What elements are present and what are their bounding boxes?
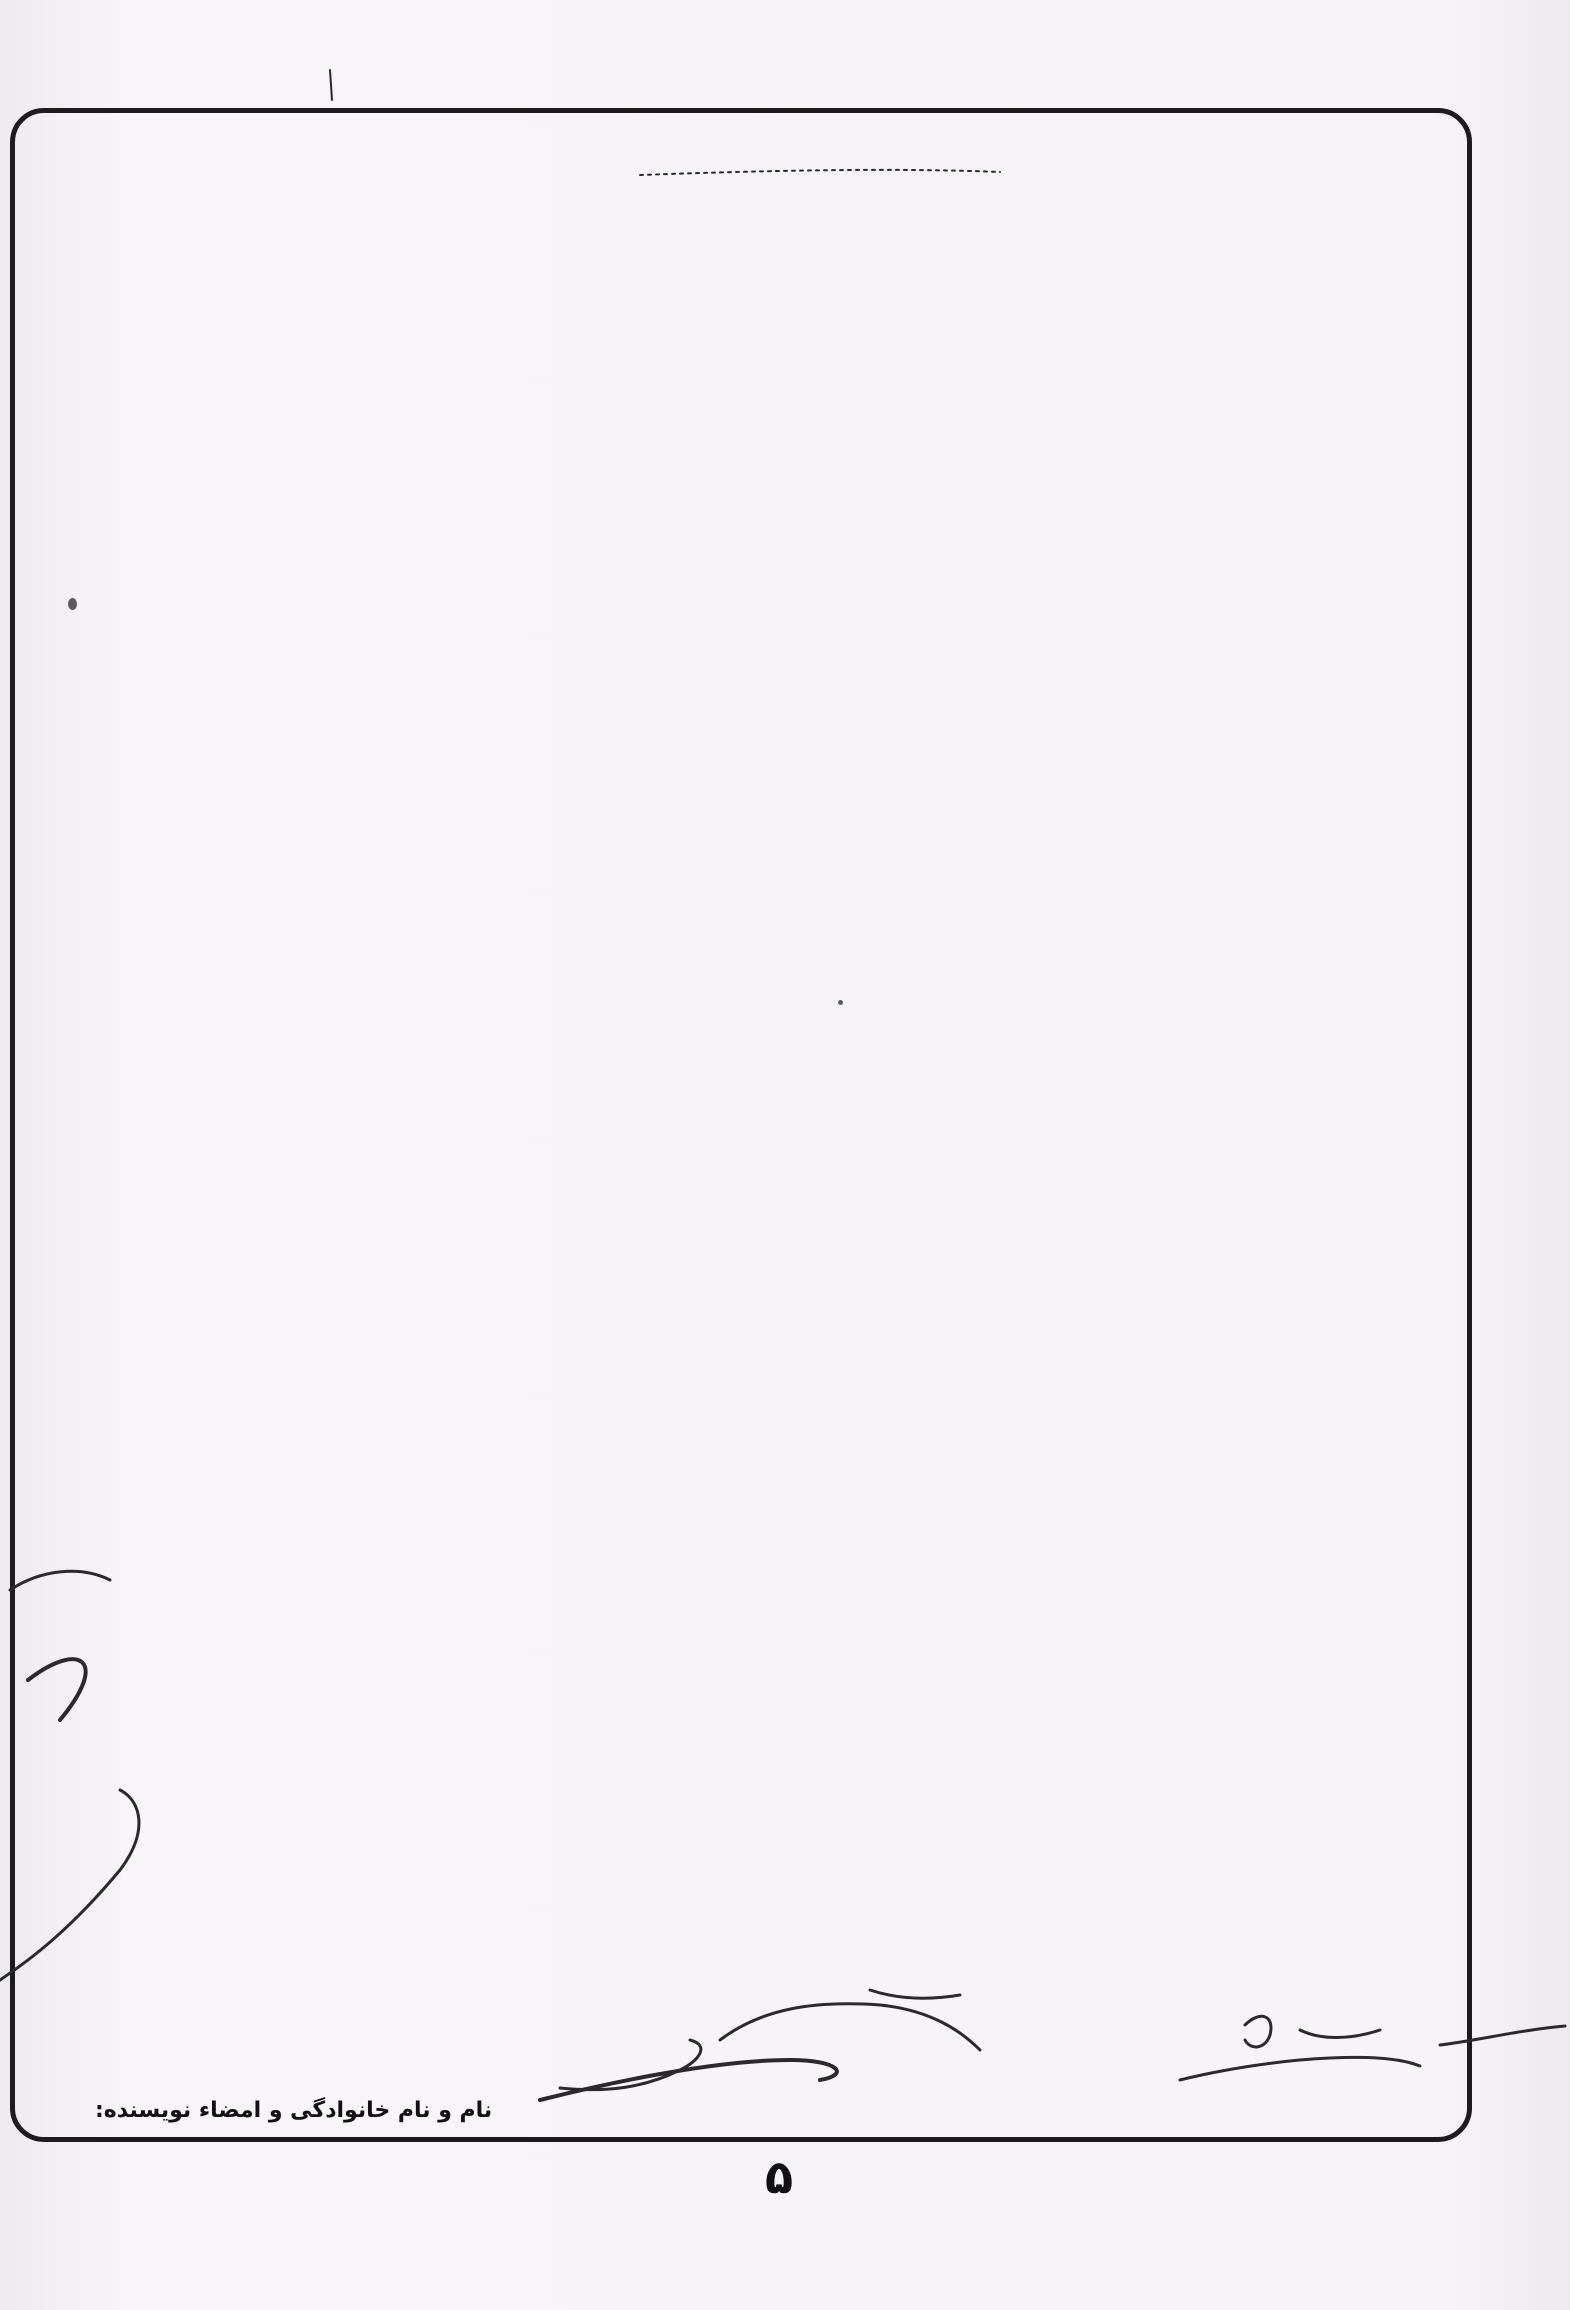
ink-speck xyxy=(838,1000,843,1005)
ink-speck xyxy=(68,598,77,610)
page-number: ۵ xyxy=(765,2150,794,2204)
signature-label: نام و نام خانوادگی و امضاء نویسنده: xyxy=(95,2098,493,2123)
